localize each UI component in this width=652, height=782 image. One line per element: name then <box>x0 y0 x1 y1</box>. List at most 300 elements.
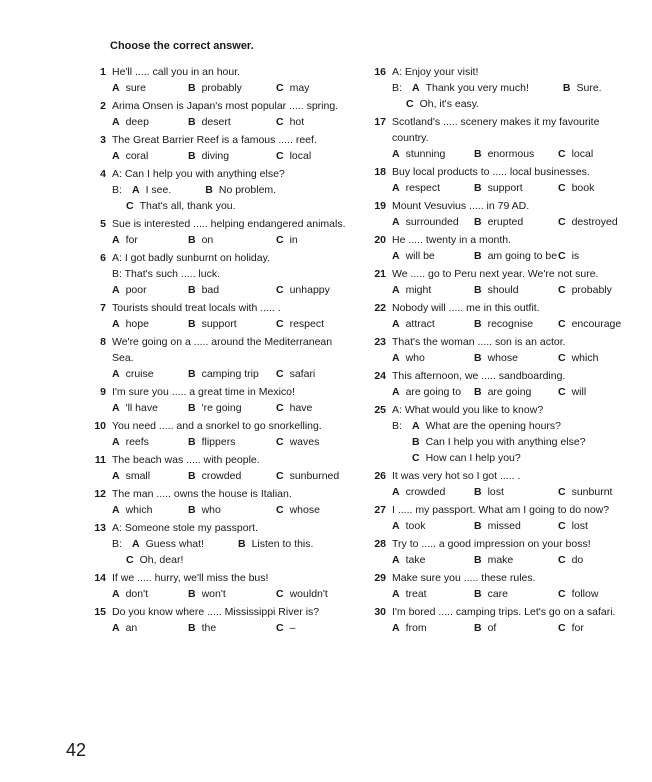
answer-option <box>276 80 309 96</box>
answer-options <box>392 384 634 400</box>
question-body <box>112 132 354 164</box>
option-text: waves <box>289 436 320 448</box>
answer-options <box>112 80 354 96</box>
question-body <box>392 402 634 466</box>
answer-options <box>112 586 354 602</box>
option-letter: B <box>474 182 482 194</box>
answer-option <box>558 552 583 568</box>
option-letter: C <box>126 200 134 212</box>
question-item <box>372 502 634 534</box>
answer-option <box>276 114 304 130</box>
option-letter: C <box>276 436 284 448</box>
dialogue-options-line <box>112 182 354 198</box>
question-stem: Tourists should treat locals with ..... . <box>112 302 281 314</box>
question-number: 13 <box>94 522 106 534</box>
answer-option <box>112 366 154 382</box>
question-body <box>392 604 634 636</box>
option-text: – <box>289 622 296 634</box>
dialogue-options-line <box>392 434 634 450</box>
option-letter: C <box>558 352 566 364</box>
option-text: No problem. <box>218 184 277 196</box>
question-number: 4 <box>100 168 106 180</box>
answer-options <box>112 502 354 518</box>
option-letter: C <box>276 116 284 128</box>
question-item <box>92 334 354 382</box>
answer-option <box>112 232 138 248</box>
question-item <box>372 64 634 112</box>
option-text: 'll have <box>125 402 158 414</box>
question-number: 21 <box>374 268 386 280</box>
question-item <box>92 300 354 332</box>
question-number: 23 <box>374 336 386 348</box>
option-text: am going to be <box>487 250 558 262</box>
option-text: should <box>487 284 519 296</box>
option-letter: C <box>558 554 566 566</box>
question-number: 11 <box>94 454 106 466</box>
question-stem: He'll ..... call you in an hour. <box>112 66 241 78</box>
option-text: respect <box>289 318 325 330</box>
question-body <box>112 300 354 332</box>
answer-options <box>112 232 354 248</box>
question-stem: I'm sure you ..... a great time in Mexico! <box>112 386 295 398</box>
option-text: Thank you very much! <box>425 82 529 94</box>
option-text: lost <box>487 486 504 498</box>
option-text: That's all, thank you. <box>139 200 236 212</box>
option-letter: B <box>474 520 482 532</box>
option-letter: C <box>558 386 566 398</box>
question-body <box>112 384 354 416</box>
answer-option <box>392 518 425 534</box>
question-stem: Do you know where ..... Mississippi River is? <box>112 606 320 618</box>
option-letter: B <box>188 588 196 600</box>
option-letter: B <box>188 116 196 128</box>
option-letter: A <box>112 402 120 414</box>
answer-options <box>392 552 634 568</box>
question-item <box>372 570 634 602</box>
option-letter: A <box>112 150 120 162</box>
option-text: treat <box>405 588 427 600</box>
answer-options <box>112 400 354 416</box>
option-text: for <box>571 622 584 634</box>
answer-option <box>558 282 612 298</box>
answer-options <box>392 282 634 298</box>
option-text: reefs <box>125 436 149 448</box>
question-stem-line-2: B: That's such ..... luck. <box>112 268 221 280</box>
answer-option <box>392 248 435 264</box>
option-letter: C <box>558 588 566 600</box>
question-stem: A: Can I help you with anything else? <box>112 168 285 180</box>
option-letter: B <box>474 554 482 566</box>
question-stem: A: I got badly sunburnt on holiday. <box>112 252 270 264</box>
answer-option <box>112 468 150 484</box>
option-letter: A <box>392 250 400 262</box>
question-number: 5 <box>100 218 106 230</box>
answer-option <box>474 384 531 400</box>
question-stem: The Great Barrier Reef is a famous ..... reef. <box>112 134 317 146</box>
question-body <box>392 502 634 534</box>
option-text: 're going <box>201 402 242 414</box>
question-number: 27 <box>374 504 386 516</box>
option-letter: C <box>276 470 284 482</box>
option-letter: C <box>406 98 414 110</box>
option-text: attract <box>405 318 435 330</box>
question-item <box>92 604 354 636</box>
option-letter: A <box>392 520 400 532</box>
question-number: 22 <box>374 302 386 314</box>
option-text: cruise <box>125 368 154 380</box>
option-text: Sure. <box>576 82 602 94</box>
question-number: 7 <box>100 302 106 314</box>
question-number: 20 <box>374 234 386 246</box>
option-letter: C <box>276 318 284 330</box>
option-letter: C <box>276 150 284 162</box>
option-text: who <box>405 352 425 364</box>
option-text: which <box>571 352 599 364</box>
question-item <box>92 64 354 96</box>
question-body <box>112 216 354 248</box>
option-letter: A <box>112 588 120 600</box>
option-text: poor <box>125 284 147 296</box>
option-text: Oh, it's easy. <box>419 98 480 110</box>
dialogue-options-line <box>112 552 354 568</box>
question-stem: The man ..... owns the house is Italian. <box>112 488 292 500</box>
option-text: hot <box>289 116 305 128</box>
answer-option <box>558 248 579 264</box>
option-letter: A <box>392 554 400 566</box>
question-number: 30 <box>374 606 386 618</box>
answer-option <box>126 554 183 566</box>
question-item <box>372 368 634 400</box>
option-text: small <box>125 470 151 482</box>
question-body <box>392 536 634 568</box>
question-item <box>92 166 354 214</box>
question-stem: We're going on a ..... around the Mediterranean Sea. <box>112 336 333 364</box>
option-letter: C <box>276 622 284 634</box>
option-text: may <box>289 82 310 94</box>
question-item <box>372 114 634 162</box>
question-stem: The beach was ..... with people. <box>112 454 260 466</box>
option-text: make <box>487 554 514 566</box>
option-text: flippers <box>201 436 236 448</box>
option-letter: B <box>188 318 196 330</box>
answer-option <box>188 80 242 96</box>
question-item <box>92 250 354 298</box>
answer-option <box>392 282 431 298</box>
answer-option <box>558 586 598 602</box>
answer-option <box>474 316 533 332</box>
answer-option <box>474 282 519 298</box>
answer-option <box>392 146 445 162</box>
question-number: 8 <box>100 336 106 348</box>
option-text: hope <box>125 318 149 330</box>
question-body <box>112 418 354 450</box>
option-text: of <box>487 622 497 634</box>
option-text: follow <box>571 588 599 600</box>
question-item <box>372 468 634 500</box>
option-text: took <box>405 520 426 532</box>
option-letter: A <box>112 622 120 634</box>
question-number: 9 <box>100 386 106 398</box>
question-body <box>392 198 634 230</box>
question-stem: If we ..... hurry, we'll miss the bus! <box>112 572 269 584</box>
answer-option <box>474 146 534 162</box>
option-letter: A <box>392 386 400 398</box>
question-stem: I'm bored ..... camping trips. Let's go on a safari. <box>392 606 616 618</box>
question-stem: A: What would you like to know? <box>392 404 544 416</box>
option-letter: A <box>392 352 400 364</box>
option-text: are going to <box>405 386 462 398</box>
answer-option <box>188 468 241 484</box>
option-text: stunning <box>405 148 446 160</box>
option-letter: C <box>558 182 566 194</box>
question-item <box>372 198 634 230</box>
question-body <box>112 486 354 518</box>
answer-options <box>112 434 354 450</box>
option-letter: A <box>112 116 120 128</box>
question-item <box>372 266 634 298</box>
answer-option <box>563 82 602 94</box>
option-text: surrounded <box>405 216 459 228</box>
option-text: don't <box>125 588 149 600</box>
answer-option <box>188 366 259 382</box>
answer-option <box>558 316 621 332</box>
option-text: take <box>405 554 426 566</box>
option-letter: B <box>474 216 482 228</box>
question-stem: Make sure you ..... these rules. <box>392 572 536 584</box>
option-letter: B <box>412 436 420 448</box>
option-text: won't <box>201 588 226 600</box>
question-body <box>392 232 634 264</box>
answer-options <box>112 620 354 636</box>
option-letter: C <box>558 318 566 330</box>
question-item <box>92 520 354 568</box>
option-text: probably <box>571 284 612 296</box>
left-question-column <box>92 64 354 638</box>
answer-option <box>112 316 149 332</box>
question-body <box>392 570 634 602</box>
option-text: wouldn't <box>289 588 328 600</box>
answer-option <box>188 148 229 164</box>
answer-option <box>558 518 588 534</box>
question-number: 12 <box>94 488 106 500</box>
option-letter: C <box>276 588 284 600</box>
answer-options <box>392 350 634 366</box>
option-letter: A <box>392 148 400 160</box>
answer-option <box>474 350 518 366</box>
answer-option <box>412 420 561 432</box>
answer-options <box>112 282 354 298</box>
question-stem: Arima Onsen is Japan's most popular ..... spring. <box>112 100 339 112</box>
answer-option <box>188 316 237 332</box>
question-body <box>392 300 634 332</box>
question-item <box>372 232 634 264</box>
right-question-column <box>372 64 634 638</box>
speaker-label: B: <box>392 420 402 432</box>
question-number: 2 <box>100 100 106 112</box>
option-letter: A <box>412 420 420 432</box>
answer-option <box>112 502 152 518</box>
option-letter: A <box>392 588 400 600</box>
option-text: might <box>405 284 432 296</box>
option-text: do <box>571 554 584 566</box>
answer-option <box>276 232 298 248</box>
option-text: on <box>201 234 214 246</box>
dialogue-options-line <box>112 536 354 552</box>
answer-option <box>392 316 435 332</box>
option-letter: B <box>474 386 482 398</box>
option-text: missed <box>487 520 521 532</box>
option-text: encourage <box>571 318 622 330</box>
answer-options <box>392 316 634 332</box>
question-number: 18 <box>374 166 386 178</box>
option-text: local <box>571 148 594 160</box>
answer-options <box>392 214 634 230</box>
option-text: Oh, dear! <box>139 554 184 566</box>
option-text: sure <box>125 82 147 94</box>
answer-options <box>392 518 634 534</box>
option-letter: C <box>276 368 284 380</box>
option-letter: B <box>188 504 196 516</box>
option-letter: C <box>412 452 420 464</box>
answer-option <box>392 484 445 500</box>
question-body <box>392 468 634 500</box>
question-item <box>372 536 634 568</box>
option-text: will <box>571 386 587 398</box>
answer-option <box>558 146 593 162</box>
question-stem: You need ..... and a snorkel to go snorkelling. <box>112 420 322 432</box>
option-letter: B <box>188 470 196 482</box>
option-text: in <box>289 234 298 246</box>
answer-option <box>392 620 427 636</box>
answer-option <box>276 502 320 518</box>
option-letter: B <box>188 622 196 634</box>
dialogue-options-line <box>392 96 634 112</box>
option-text: which <box>125 504 153 516</box>
answer-options <box>392 248 634 264</box>
option-letter: A <box>112 234 120 246</box>
option-letter: B <box>188 82 196 94</box>
dialogue-options-line <box>112 198 354 214</box>
answer-options <box>392 484 634 500</box>
option-letter: C <box>276 402 284 414</box>
question-number: 26 <box>374 470 386 482</box>
option-text: is <box>571 250 580 262</box>
answer-option <box>392 350 425 366</box>
option-text: erupted <box>487 216 524 228</box>
speaker-label: B: <box>392 82 402 94</box>
option-letter: A <box>112 318 120 330</box>
option-text: from <box>405 622 427 634</box>
option-letter: B <box>188 234 196 246</box>
question-number: 3 <box>100 134 106 146</box>
option-text: will be <box>405 250 435 262</box>
answer-option <box>205 184 276 196</box>
question-stem: Try to ..... a good impression on your boss! <box>392 538 591 550</box>
answer-option <box>276 434 319 450</box>
option-text: support <box>487 182 523 194</box>
question-stem: Mount Vesuvius ..... in 79 AD. <box>392 200 530 212</box>
question-number: 24 <box>374 370 386 382</box>
question-body <box>112 570 354 602</box>
option-text: for <box>125 234 138 246</box>
answer-options <box>112 366 354 382</box>
answer-option <box>112 586 148 602</box>
page-number: 42 <box>66 740 87 760</box>
option-text: probably <box>201 82 242 94</box>
answer-options <box>392 146 634 162</box>
option-letter: B <box>188 402 196 414</box>
option-text: What are the opening hours? <box>425 420 562 432</box>
question-number: 25 <box>374 404 386 416</box>
option-text: respect <box>405 182 441 194</box>
answer-options <box>392 586 634 602</box>
option-text: Listen to this. <box>251 538 314 550</box>
question-number: 6 <box>100 252 106 264</box>
option-text: deep <box>125 116 149 128</box>
question-item <box>92 570 354 602</box>
answer-option <box>188 114 231 130</box>
question-item <box>372 164 634 196</box>
option-text: camping trip <box>201 368 259 380</box>
answer-option <box>188 586 226 602</box>
option-text: support <box>201 318 237 330</box>
answer-option <box>276 400 312 416</box>
question-stem: I ..... my passport. What am I going to do now? <box>392 504 610 516</box>
question-stem: A: Someone stole my passport. <box>112 522 258 534</box>
question-body <box>392 64 634 112</box>
question-item <box>92 452 354 484</box>
answer-options <box>112 148 354 164</box>
speaker-label: B: <box>112 538 122 550</box>
option-letter: B <box>188 368 196 380</box>
answer-option <box>276 620 295 636</box>
question-stem: Scotland's ..... scenery makes it my favourite country. <box>392 116 600 144</box>
answer-option <box>474 552 513 568</box>
option-text: whose <box>487 352 518 364</box>
question-body <box>112 520 354 568</box>
question-stem: We ..... go to Peru next year. We're not sure. <box>392 268 599 280</box>
answer-option <box>474 248 557 264</box>
option-text: diving <box>201 150 230 162</box>
option-letter: A <box>392 216 400 228</box>
question-stem: That's the woman ..... son is an actor. <box>392 336 566 348</box>
question-body <box>112 64 354 96</box>
option-text: who <box>201 504 221 516</box>
question-number: 1 <box>100 66 106 78</box>
question-body <box>392 164 634 196</box>
answer-option <box>188 434 235 450</box>
answer-option <box>558 484 612 500</box>
option-letter: B <box>474 284 482 296</box>
question-item <box>92 486 354 518</box>
dialogue-options-line <box>392 80 634 96</box>
question-number: 28 <box>374 538 386 550</box>
answer-option <box>558 214 618 230</box>
answer-option <box>112 114 149 130</box>
option-text: an <box>125 622 138 634</box>
answer-option <box>112 80 146 96</box>
answer-option <box>412 452 521 464</box>
answer-option <box>406 98 479 110</box>
option-letter: C <box>276 82 284 94</box>
answer-option <box>558 384 586 400</box>
option-letter: C <box>558 250 566 262</box>
option-letter: C <box>276 284 284 296</box>
answer-option <box>276 468 339 484</box>
option-text: How can I help you? <box>425 452 521 464</box>
answer-option <box>276 586 328 602</box>
option-letter: A <box>112 470 120 482</box>
